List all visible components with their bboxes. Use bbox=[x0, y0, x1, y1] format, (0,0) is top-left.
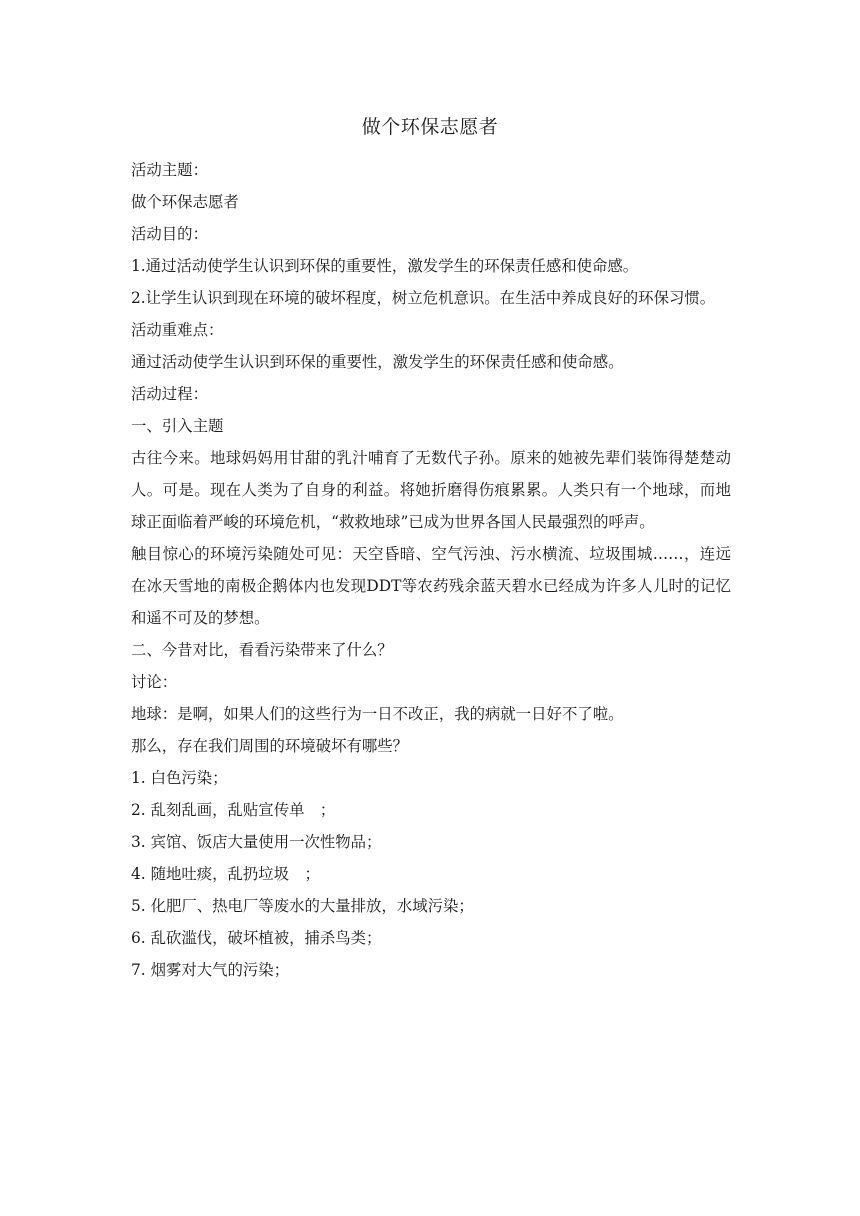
document-title: 做个环保志愿者 bbox=[361, 116, 499, 138]
paragraph-section-1-heading: 一、引入主题 bbox=[131, 417, 224, 435]
paragraph-discussion-label: 讨论： bbox=[131, 673, 178, 691]
paragraph-key-points: 通过活动使学生认识到环保的重要性，激发学生的环保责任感和使命感。 bbox=[131, 353, 624, 371]
paragraph-section-2-heading: 二、今昔对比，看看污染带来了什么？ bbox=[131, 641, 393, 659]
paragraph-activity-theme: 做个环保志愿者 bbox=[131, 193, 239, 211]
list-item-4: 4. 随地吐痰，乱扔垃圾 ； bbox=[131, 865, 320, 883]
paragraph-key-points-label: 活动重难点： bbox=[131, 321, 224, 339]
paragraph-question: 那么，存在我们周围的环境破坏有哪些？ bbox=[131, 737, 409, 755]
list-item-7: 7. 烟雾对大气的污染； bbox=[131, 961, 290, 979]
paragraph-earth-speech: 地球：是啊，如果人们的这些行为一日不改正，我的病就一日好不了啦。 bbox=[131, 705, 624, 723]
paragraph-pollution-description: 触目惊心的环境污染随处可见：天空昏暗、空气污浊、污水横流、垃圾围城……，连远在冰天雪地的南极企鹅体内也发现DDT等农药残余蓝天碧水已经成为许多人儿时的记忆和遥不可及的梦想。 bbox=[131, 545, 731, 627]
paragraph-activity-theme-label: 活动主题： bbox=[131, 161, 208, 179]
list-item-1: 1. 白色污染； bbox=[131, 769, 228, 787]
paragraph-activity-purpose-label: 活动目的： bbox=[131, 225, 208, 243]
list-item-5: 5. 化肥厂、热电厂等废水的大量排放，水域污染； bbox=[131, 897, 474, 915]
list-item-6: 6. 乱砍滥伐，破坏植被，捕杀鸟类； bbox=[131, 929, 382, 947]
paragraph-purpose-1: 1.通过活动使学生认识到环保的重要性，激发学生的环保责任感和使命感。 bbox=[131, 257, 639, 275]
document-body bbox=[131, 154, 731, 986]
paragraph-introduction: 古往今来。地球妈妈用甘甜的乳汁哺育了无数代子孙。原来的她被先辈们装饰得楚楚动人。可是。现在人类为了自身的利益。将她折磨得伤痕累累。人类只有一个地球，而地球正面临着严峻的环境危机，“救救地球”已成为世界各国人民最强烈的呼声。 bbox=[131, 449, 731, 531]
list-item-2: 2. 乱刻乱画，乱贴宣传单 ； bbox=[131, 801, 336, 819]
list-item-3: 3. 宾馆、饭店大量使用一次性物品； bbox=[131, 833, 382, 851]
paragraph-process-label: 活动过程： bbox=[131, 385, 208, 403]
paragraph-purpose-2: 2.让学生认识到现在环境的破坏程度，树立危机意识。在生活中养成良好的环保习惯。 bbox=[131, 289, 716, 307]
